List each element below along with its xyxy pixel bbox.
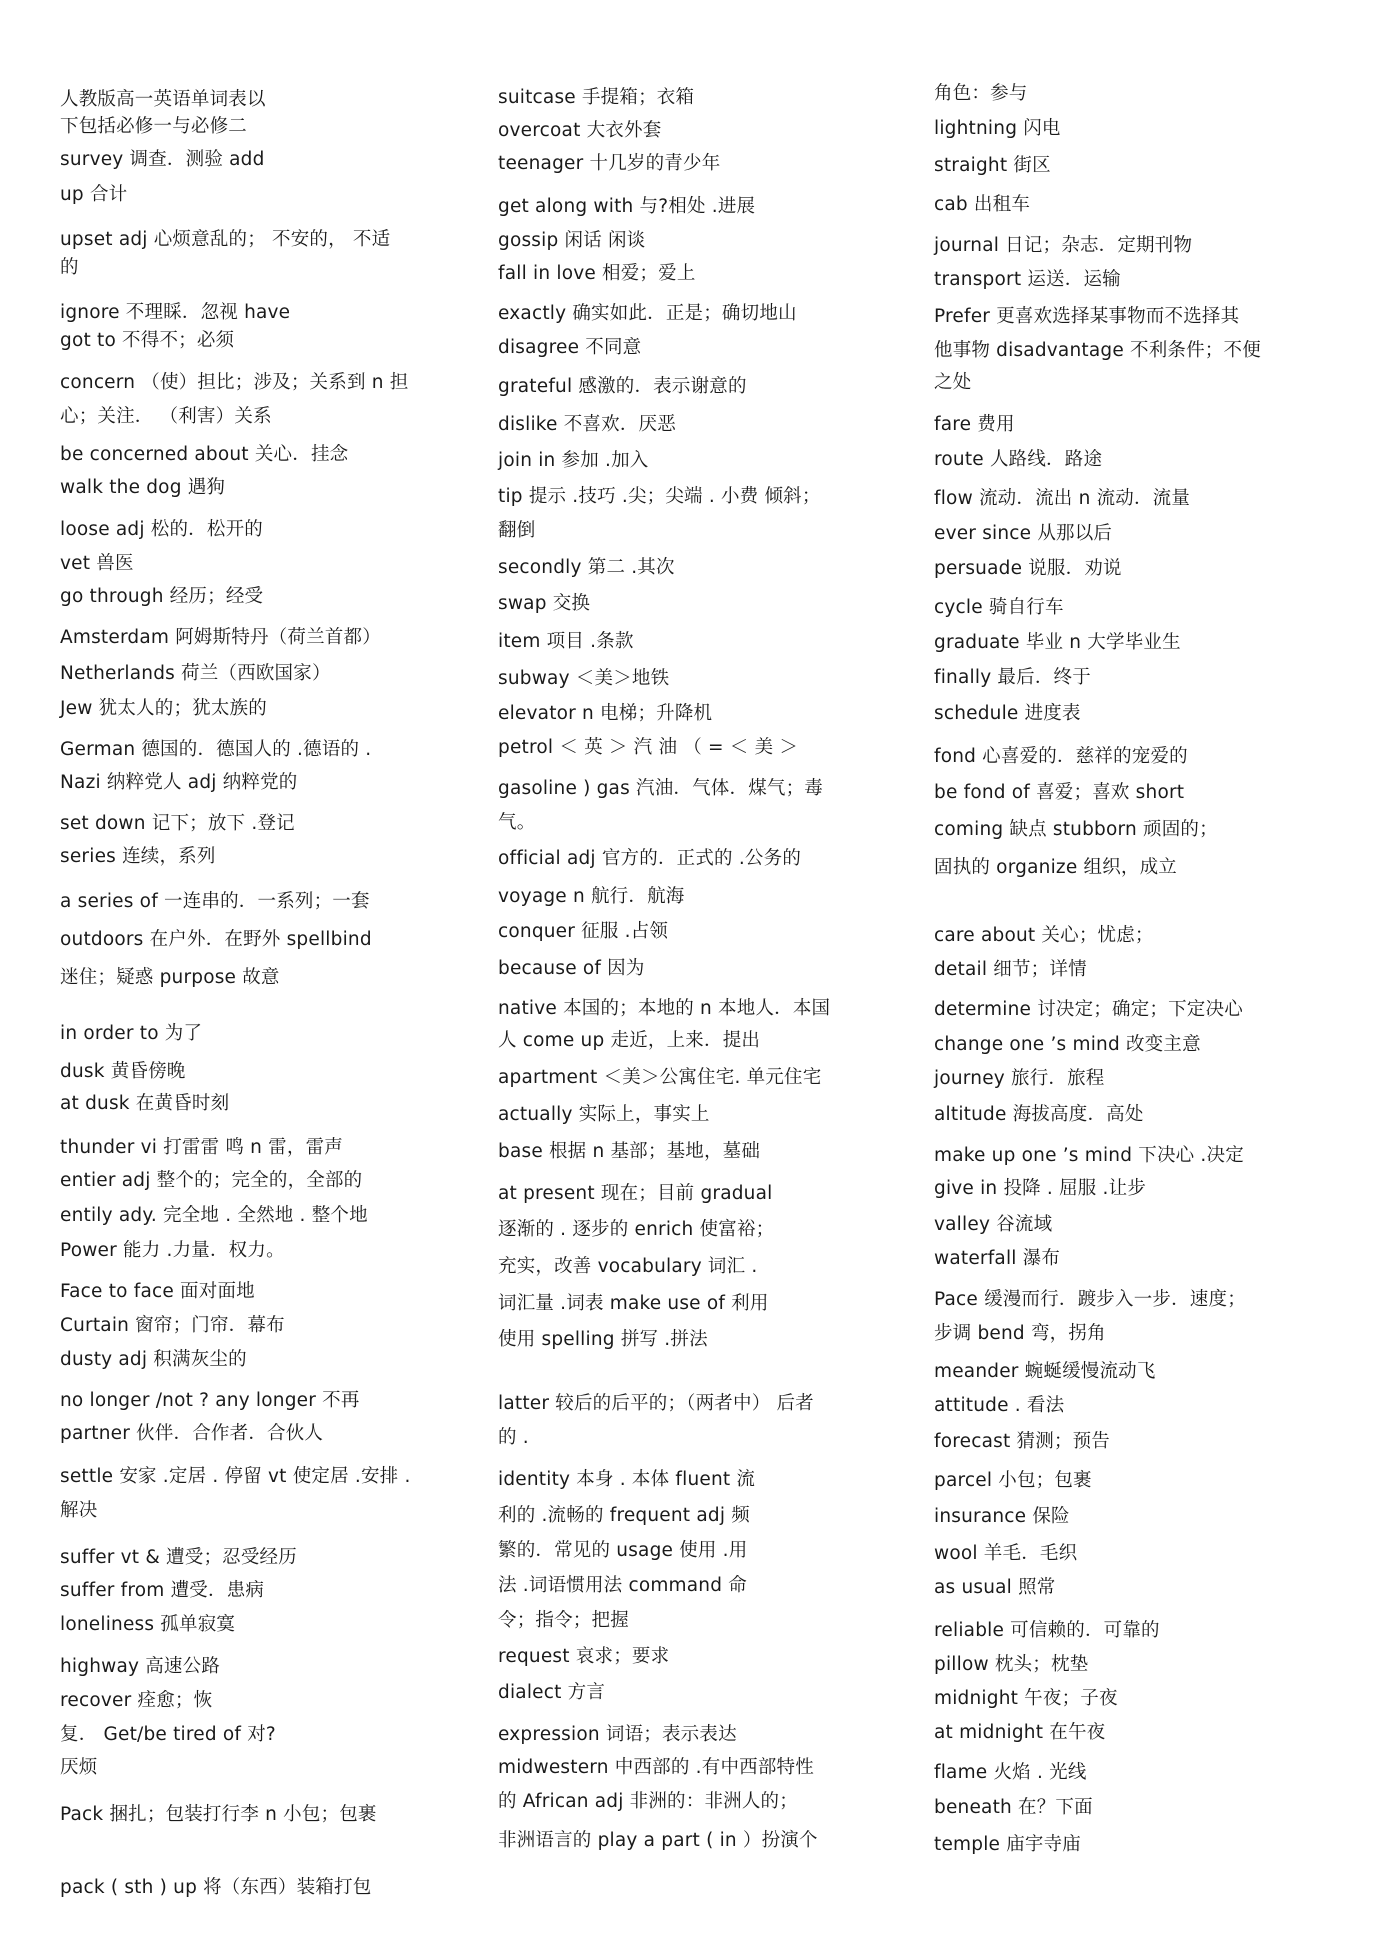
vocab-line: disagree 不同意	[498, 337, 642, 358]
vocab-line: 法 .词语惯用法 command 命	[498, 1575, 747, 1596]
vocab-line: request 哀求；要求	[498, 1646, 670, 1667]
vocab-line: conquer 征服 .占领	[498, 921, 669, 942]
vocab-line: dusk 黄昏傍晚	[60, 1061, 186, 1082]
vocab-line: make up one ’s mind 下决心 .决定	[934, 1145, 1244, 1166]
vocab-line: because of 因为	[498, 958, 645, 979]
vocab-line: coming 缺点 stubborn 顽固的；	[934, 819, 1218, 840]
vocab-line: outdoors 在户外．在野外 spellbind	[60, 929, 372, 950]
vocab-line: 令；指令；把握	[498, 1610, 629, 1631]
vocab-line: pack ( sth ) up 将（东西）装箱打包	[60, 1877, 372, 1898]
vocab-line: 充实，改善 vocabulary 词汇 .	[498, 1256, 758, 1277]
vocab-line: identity 本身 . 本体 fluent 流	[498, 1469, 756, 1490]
vocab-line: Jew 犹太人的；犹太族的	[60, 698, 267, 719]
vocab-line: dusty adj 积满灰尘的	[60, 1349, 247, 1370]
vocab-line: Netherlands 荷兰（西欧国家）	[60, 663, 331, 684]
vocab-line: walk the dog 遇狗	[60, 477, 226, 498]
vocab-line: midwestern 中西部的 .有中西部特性	[498, 1757, 814, 1778]
vocab-line: 人 come up 走近，上来．提出	[498, 1030, 761, 1051]
vocab-line: settle 安家 .定居 . 停留 vt 使定居 .安排 .	[60, 1466, 411, 1487]
vocab-line: expression 词语；表示表达	[498, 1724, 737, 1745]
vocab-line: 复． Get/be tired of 对?	[60, 1724, 276, 1745]
vocab-line: temple 庙宇寺庙	[934, 1834, 1082, 1855]
vocab-line: 的 .	[498, 1427, 529, 1448]
vocab-line: determine 讨决定；确定；下定决心	[934, 999, 1243, 1020]
vocab-line: suitcase 手提箱；衣箱	[498, 87, 695, 108]
vocab-line: 非洲语言的 play a part ( in ）扮演个	[498, 1830, 818, 1851]
vocab-line: suffer vt & 遭受；忍受经历	[60, 1547, 297, 1568]
vocab-line: secondly 第二 .其次	[498, 557, 675, 578]
vocab-line: 厌烦	[60, 1757, 98, 1778]
vocab-line: petrol ＜ 英 ＞ 汽 油 （ = ＜ 美 ＞	[498, 737, 799, 758]
vocab-line: attitude . 看法	[934, 1395, 1065, 1416]
vocab-line: gossip 闲话 闲谈	[498, 230, 646, 251]
vocab-line: ignore 不理睬．忽视 have	[60, 302, 291, 323]
vocab-line: at midnight 在午夜	[934, 1722, 1106, 1743]
vocab-line: native 本国的；本地的 n 本地人．本国	[498, 998, 831, 1019]
vocab-line: exactly 确实如此．正是；确切地山	[498, 303, 797, 324]
vocab-line: Pace 缓漫而行．踱步入一步．速度；	[934, 1289, 1246, 1310]
vocab-line: loose adj 松的．松开的	[60, 519, 263, 540]
vocab-line: 使用 spelling 拼写 .拼法	[498, 1329, 708, 1350]
vocab-line: straight 街区	[934, 155, 1051, 176]
vocab-line: 步调 bend 弯，拐角	[934, 1323, 1106, 1344]
vocab-line: reliable 可信赖的．可靠的	[934, 1620, 1160, 1641]
vocab-line: 心；关注． （利害）关系	[60, 406, 272, 427]
vocab-line: persuade 说服．劝说	[934, 558, 1122, 579]
vocab-line: vet 兽医	[60, 553, 134, 574]
vocab-line: lightning 闪电	[934, 118, 1061, 139]
vocab-line: Nazi 纳粹党人 adj 纳粹党的	[60, 772, 298, 793]
vocab-line: item 项目 .条款	[498, 631, 634, 652]
vocab-line: 迷住；疑惑 purpose 故意	[60, 967, 280, 988]
vocab-line: partner 伙伴．合作者．合伙人	[60, 1423, 324, 1444]
vocab-line: thunder vi 打雷雷 鸣 n 雷，雷声	[60, 1137, 343, 1158]
vocab-line: no longer /not ? any longer 不再	[60, 1390, 360, 1411]
vocab-line: voyage n 航行．航海	[498, 886, 685, 907]
vocab-line: 固执的 organize 组织，成立	[934, 857, 1177, 878]
vocab-line: official adj 官方的．正式的 .公务的	[498, 848, 802, 869]
vocab-line: gasoline ) gas 汽油．气体．煤气；毒	[498, 778, 824, 799]
vocab-line: entily ady. 完全地 . 全然地 . 整个地	[60, 1205, 368, 1226]
vocab-line: overcoat 大衣外套	[498, 120, 662, 141]
vocab-line: Amsterdam 阿姆斯特丹（荷兰首都）	[60, 627, 381, 648]
vocab-line: German 德国的．德国人的 .德语的 .	[60, 739, 372, 760]
vocab-line: forecast 猜测；预告	[934, 1431, 1110, 1452]
vocab-line: apartment ＜美＞公寓住宅. 单元住宅	[498, 1067, 822, 1088]
vocab-line: concern （使）担比；涉及；关系到 n 担	[60, 372, 409, 393]
vocab-line: 角色：参与	[934, 83, 1028, 104]
vocab-line: cycle 骑自行车	[934, 597, 1064, 618]
vocab-line: Power 能力 .力量．权力。	[60, 1240, 285, 1261]
vocab-line: dislike 不喜欢．厌恶	[498, 414, 676, 435]
vocab-line: graduate 毕业 n 大学毕业生	[934, 632, 1181, 653]
vocab-line: join in 参加 .加入	[498, 450, 649, 471]
vocab-line: as usual 照常	[934, 1577, 1056, 1598]
vocab-line: go through 经历；经受	[60, 586, 264, 607]
vocab-line: Prefer 更喜欢选择某事物而不选择其	[934, 306, 1240, 327]
vocab-line: Pack 捆扎；包装打行李 n 小包；包裹	[60, 1804, 377, 1825]
vocab-line: fond 心喜爱的．慈祥的宠爱的	[934, 746, 1188, 767]
vocab-line: parcel 小包；包裹	[934, 1470, 1092, 1491]
vocab-line: 下包括必修一与必修二	[60, 116, 248, 137]
vocab-line: flow 流动．流出 n 流动．流量	[934, 488, 1191, 509]
vocab-line: suffer from 遭受．患病	[60, 1580, 265, 1601]
vocab-line: up 合计	[60, 184, 128, 205]
vocab-line: tip 提示 .技巧 .尖；尖端 . 小费 倾斜；	[498, 486, 821, 507]
vocab-line: at dusk 在黄昏时刻	[60, 1093, 230, 1114]
vocab-line: care about 关心；忧虑；	[934, 925, 1154, 946]
vocab-line: 气。	[498, 812, 536, 833]
vocab-line: transport 运送．运输	[934, 269, 1121, 290]
vocab-line: detail 细节；详情	[934, 959, 1087, 980]
vocab-line: journey 旅行．旅程	[934, 1068, 1105, 1089]
vocab-line: pillow 枕头；枕垫	[934, 1654, 1089, 1675]
vocab-line: set down 记下；放下 .登记	[60, 813, 295, 834]
vocab-line: route 人路线．路途	[934, 449, 1103, 470]
vocab-line: ever since 从那以后	[934, 523, 1113, 544]
vocab-line: 的 African adj 非洲的：非洲人的；	[498, 1791, 798, 1812]
vocab-line: midnight 午夜；子夜	[934, 1688, 1118, 1709]
vocab-line: 人教版高一英语单词表以	[60, 89, 266, 110]
vocab-line: subway ＜美＞地铁	[498, 668, 670, 689]
vocab-line: survey 调查．测验 add	[60, 149, 265, 170]
vocab-line: upset adj 心烦意乱的； 不安的， 不适	[60, 229, 391, 250]
vocab-line: 词汇量 .词表 make use of 利用	[498, 1293, 769, 1314]
vocab-line: a series of 一连串的．一系列；一套	[60, 891, 370, 912]
vocab-line: 的	[60, 257, 79, 278]
vocab-line: finally 最后．终于	[934, 667, 1091, 688]
vocab-line: dialect 方言	[498, 1682, 606, 1703]
vocab-line: entier adj 整个的；完全的，全部的	[60, 1170, 363, 1191]
vocab-line: in order to 为了	[60, 1023, 203, 1044]
vocab-line: insurance 保险	[934, 1506, 1070, 1527]
vocab-line: meander 蜿蜒缓慢流动飞	[934, 1361, 1156, 1382]
vocab-line: altitude 海拔高度．高处	[934, 1104, 1144, 1125]
vocab-line: 他事物 disadvantage 不利条件；不便	[934, 340, 1261, 361]
vocab-line: journal 日记；杂志．定期刊物	[934, 235, 1193, 256]
vocab-line: 利的 .流畅的 frequent adj 频	[498, 1505, 750, 1526]
vocab-line: schedule 进度表	[934, 703, 1081, 724]
vocab-line: valley 谷流域	[934, 1214, 1053, 1235]
vocab-line: wool 羊毛．毛织	[934, 1543, 1078, 1564]
vocab-line: 逐渐的 . 逐步的 enrich 使富裕；	[498, 1219, 775, 1240]
vocab-line: be fond of 喜爱；喜欢 short	[934, 782, 1185, 803]
vocab-line: latter 较后的后平的；（两者中） 后者	[498, 1393, 814, 1414]
vocab-line: get along with 与?相处 .进展	[498, 196, 756, 217]
vocab-line: swap 交换	[498, 593, 591, 614]
vocab-line: loneliness 孤单寂寞	[60, 1614, 236, 1635]
vocab-line: be concerned about 关心．挂念	[60, 444, 349, 465]
vocab-line: elevator n 电梯；升降机	[498, 703, 713, 724]
vocab-line: beneath 在？下面	[934, 1797, 1093, 1818]
vocab-line: base 根据 n 基部；基地，墓础	[498, 1141, 761, 1162]
vocab-line: fare 费用	[934, 414, 1015, 435]
vocab-line: give in 投降 . 屈服 .让步	[934, 1178, 1147, 1199]
vocab-line: recover 痊愈；恢	[60, 1690, 213, 1711]
vocab-line: change one ’s mind 改变主意	[934, 1034, 1201, 1055]
vocab-line: flame 火焰 . 光线	[934, 1762, 1087, 1783]
vocab-line: grateful 感激的．表示谢意的	[498, 376, 747, 397]
vocab-line: cab 出租车	[934, 194, 1031, 215]
vocab-line: actually 实际上，事实上	[498, 1104, 710, 1125]
vocab-line: series 连续，系列	[60, 846, 216, 867]
vocab-line: Curtain 窗帘；门帘．幕布	[60, 1315, 285, 1336]
vocab-line: waterfall 瀑布	[934, 1248, 1061, 1269]
vocab-line: 解决	[60, 1500, 98, 1521]
vocab-line: teenager 十几岁的青少年	[498, 153, 721, 174]
vocab-line: 繁的．常见的 usage 使用 .用	[498, 1540, 748, 1561]
vocab-line: highway 高速公路	[60, 1656, 221, 1677]
vocab-line: Face to face 面对面地	[60, 1281, 255, 1302]
vocab-line: at present 现在；目前 gradual	[498, 1183, 773, 1204]
vocab-line: got to 不得不；必须	[60, 330, 235, 351]
vocab-line: fall in love 相爱；爱上	[498, 263, 696, 284]
vocab-line: 翻倒	[498, 520, 536, 541]
vocab-line: 之处	[934, 372, 972, 393]
